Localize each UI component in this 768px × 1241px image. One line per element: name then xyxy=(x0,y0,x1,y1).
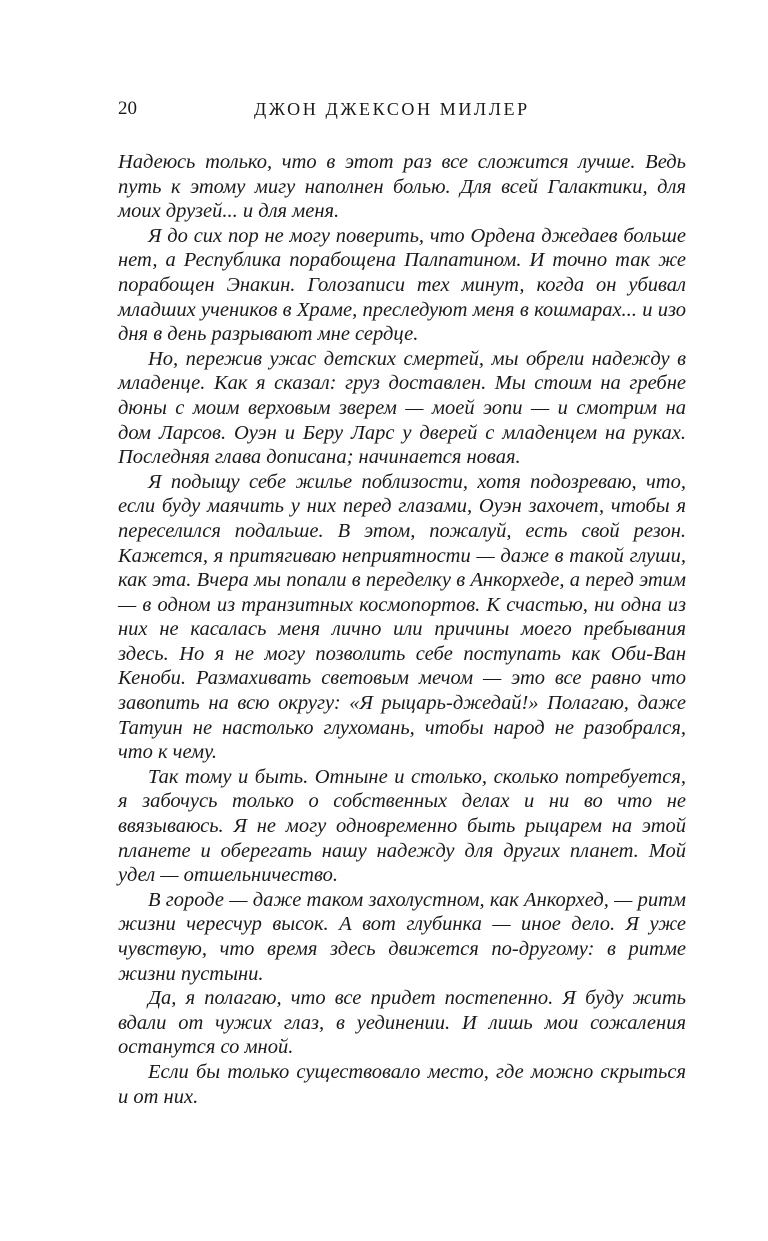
paragraph: Так тому и быть. Отныне и столько, сколько потребуется, я забочусь только о собственных делах и ни во что не ввязываюсь. Я не могу одновременно быть рыцарем на этой планете и оберегать нашу надежду для других планет. Мой удел — отшельничество. xyxy=(118,765,686,887)
paragraph: Я подыщу себе жилье поблизости, хотя подозреваю, что, если буду маячить у них перед глазами, Оуэн захочет, чтобы я переселился подальше. В этом, пожалуй, есть свой резон. Кажется, я притягиваю неприятности — даже в такой глуши, как эта. Вчера мы попали в переделку в Анкорхеде, а перед этим — в одном из транзитных космопортов. К счастью, ни одна из них не касалась меня лично или причины моего пребывания здесь. Но я не могу позволить себе поступать как Оби-Ван Кеноби. Размахивать световым мечом — это все равно что завопить на всю округу: «Я рыцарь-джедай!» Полагаю, даже Татуин не настолько глухомань, чтобы народ не разобрался, что к чему. xyxy=(118,470,686,764)
book-author: ДЖОН ДЖЕКСОН МИЛЛЕР xyxy=(254,99,530,119)
paragraph: Если бы только существовало место, где можно скрыться и от них. xyxy=(118,1060,686,1108)
text-block xyxy=(118,150,686,1109)
paragraph: Да, я полагаю, что все придет постепенно. Я буду жить вдали от чужих глаз, в уединении. И лишь мои сожаления останутся со мной. xyxy=(118,987,686,1059)
page-number: 20 xyxy=(118,98,137,119)
paragraph: Я до сих пор не могу поверить, что Ордена джедаев больше нет, а Республика порабощена Палпатином. И точно так же порабощен Энакин. Голозаписи тех минут, когда он убивал младших учеников в Храме, преследуют меня в кошмарах... и изо дня в день разрывают мне сердце. xyxy=(118,224,686,346)
paragraph: Надеюсь только, что в этот раз все сложится лучше. Ведь путь к этому мигу наполнен болью. Для всей Галактики, для моих друзей... и для меня. xyxy=(118,151,686,223)
running-head xyxy=(118,96,686,122)
paragraph: Но, пережив ужас детских смертей, мы обрели надежду в младенце. Как я сказал: груз доставлен. Мы стоим на гребне дюны с моим верховым зверем — моей эопи — и смотрим на дом Ларсов. Оуэн и Беру Ларс у дверей с младенцем на руках. Последняя глава дописана; начинается новая. xyxy=(118,347,686,469)
paragraph: В городе — даже таком захолустном, как Анкорхед, — ритм жизни чересчур высок. А вот глубинка — иное дело. Я уже чувствую, что время здесь движется по-другому: в ритме жизни пустыни. xyxy=(118,888,686,985)
